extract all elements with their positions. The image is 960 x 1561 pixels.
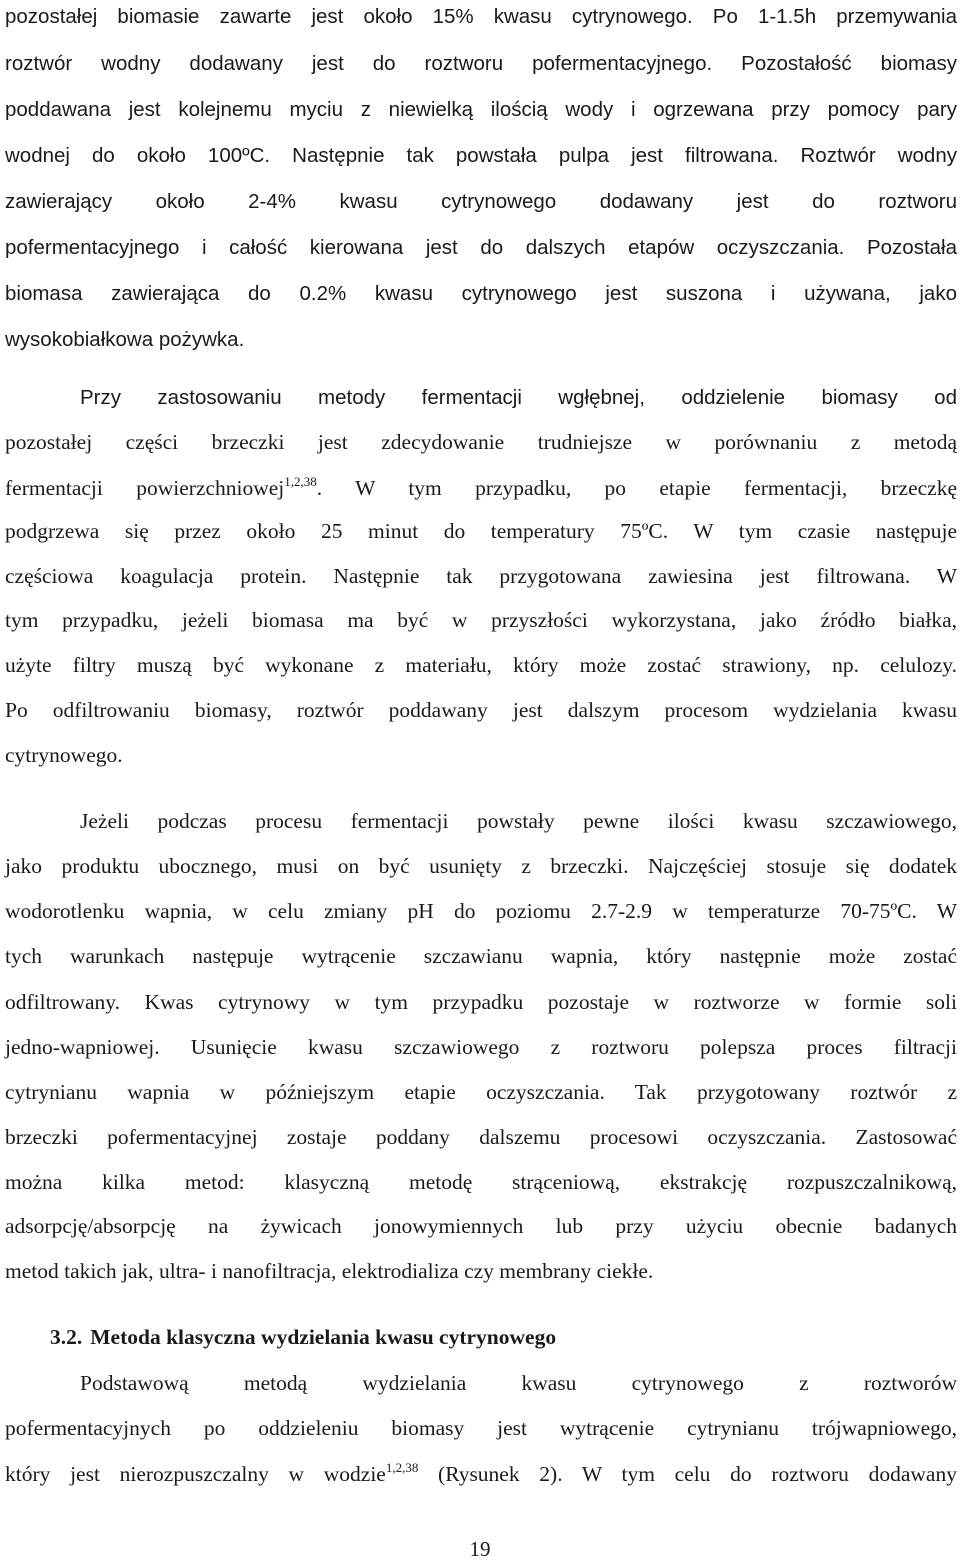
text-line	[5, 1461, 957, 1487]
text-line: podgrzewa się przez około 25 minut do temperatury 75ºC. W tym czasie następuje	[5, 519, 957, 543]
text-line: metod takich jak, ultra- i nanofiltracja, elektrodializa czy membrany ciekłe.	[5, 1259, 654, 1283]
text-line: Podstawową metodą wydzielania kwasu cytrynowego z roztworów	[80, 1371, 957, 1395]
text-line: Po odfiltrowaniu biomasy, roztwór poddawany jest dalszym procesom wydzielania kwasu	[5, 698, 957, 722]
text-line: pofermentacyjnego i całość kierowana jest do dalszych etapów oczyszczania. Pozostała	[5, 236, 957, 259]
text-line: pozostałej części brzeczki jest zdecydowanie trudniejsze w porównaniu z metodą	[5, 430, 957, 454]
text-line: odfiltrowany. Kwas cytrynowy w tym przypadku pozostaje w roztworze w formie soli	[5, 990, 957, 1014]
text-segment: który jest nierozpuszczalny w wodzie	[5, 1462, 386, 1486]
text-line: brzeczki pofermentacyjnej zostaje poddany dalszemu procesowi oczyszczania. Zastosować	[5, 1125, 957, 1149]
text-line: częściowa koagulacja protein. Następnie tak przygotowana zawiesina jest filtrowana. W	[5, 564, 957, 588]
page-number: 19	[469, 1537, 491, 1561]
text-line: adsorpcję/absorpcję na żywicach jonowymiennych lub przy użyciu obecnie badanych	[5, 1214, 957, 1238]
text-line: Jeżeli podczas procesu fermentacji powstały pewne ilości kwasu szczawiowego,	[80, 809, 957, 833]
citation-reference: 1,2,38	[284, 474, 317, 489]
text-line: cytrynowego.	[5, 743, 123, 767]
section-title: Metoda klasyczna wydzielania kwasu cytrynowego	[90, 1325, 557, 1349]
text-line: wodorotlenku wapnia, w celu zmiany pH do poziomu 2.7-2.9 w temperaturze 70-75ºC. W	[5, 899, 957, 923]
text-segment: . W tym przypadku, po etapie fermentacji, brzeczkę	[316, 476, 957, 500]
section-heading	[50, 1324, 556, 1350]
citation-reference: 1,2,38	[385, 1460, 419, 1475]
text-line: pofermentacyjnych po oddzieleniu biomasy jest wytrącenie cytrynianu trójwapniowego,	[5, 1416, 957, 1440]
text-line: wysokobiałkowa pożywka.	[5, 328, 245, 351]
section-number: 3.2.	[50, 1325, 83, 1349]
text-line: zawierający około 2-4% kwasu cytrynowego dodawany jest do roztworu	[5, 190, 957, 213]
text-line: cytrynianu wapnia w późniejszym etapie oczyszczania. Tak przygotowany roztwór z	[5, 1080, 957, 1104]
text-segment: fermentacji powierzchniowej	[5, 476, 285, 500]
text-line: wodnej do około 100ºC. Następnie tak powstała pulpa jest filtrowana. Roztwór wodny	[5, 144, 957, 167]
text-line: użyte filtry muszą być wykonane z materiału, który może zostać strawiony, np. celulozy.	[5, 653, 957, 677]
text-line: poddawana jest kolejnemu myciu z niewielką ilością wody i ogrzewana przy pomocy pary	[5, 98, 957, 121]
text-line: tym przypadku, jeżeli biomasa ma być w przyszłości wykorzystana, jako źródło białka,	[5, 608, 957, 632]
text-line: jako produktu ubocznego, musi on być usunięty z brzeczki. Najczęściej stosuje się dodatek	[5, 854, 957, 878]
text-segment: (Rysunek 2). W tym celu do roztworu dodawany	[418, 1462, 957, 1486]
text-line: Przy zastosowaniu metody fermentacji wgłębnej, oddzielenie biomasy od	[80, 386, 957, 409]
text-line: pozostałej biomasie zawarte jest około 15% kwasu cytrynowego. Po 1-1.5h przemywania	[5, 5, 957, 28]
text-line	[5, 475, 957, 501]
text-line: biomasa zawierająca do 0.2% kwasu cytrynowego jest suszona i używana, jako	[5, 282, 957, 305]
text-line: roztwór wodny dodawany jest do roztworu pofermentacyjnego. Pozostałość biomasy	[5, 52, 957, 75]
text-line: można kilka metod: klasyczną metodę strąceniową, ekstrakcję rozpuszczalnikową,	[5, 1170, 957, 1194]
text-line: jedno-wapniowej. Usunięcie kwasu szczawiowego z roztworu polepsza proces filtracji	[5, 1035, 957, 1059]
text-line: tych warunkach następuje wytrącenie szczawianu wapnia, który następnie może zostać	[5, 944, 957, 968]
